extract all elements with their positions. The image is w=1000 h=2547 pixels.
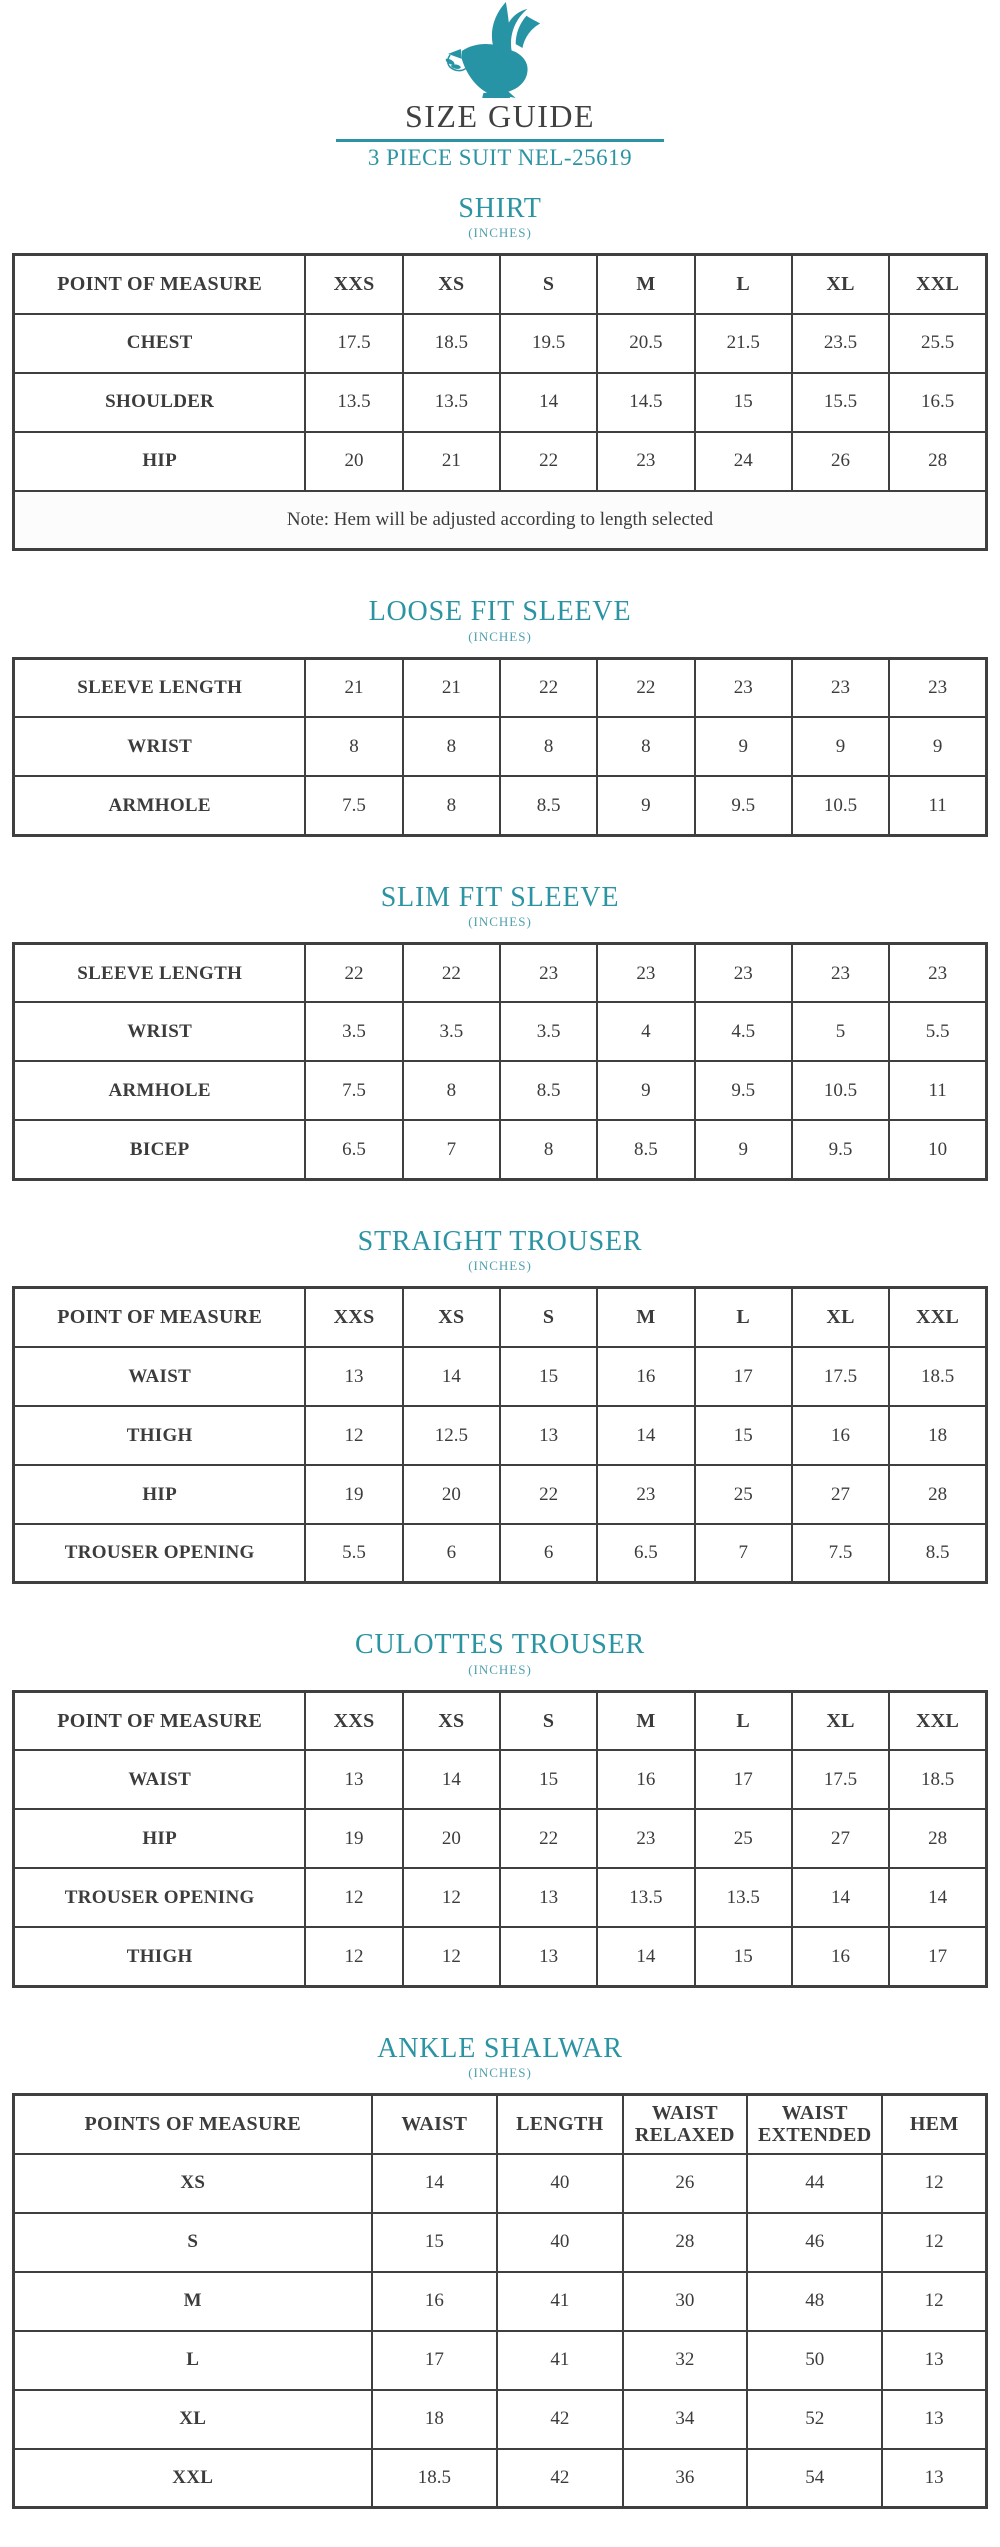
measurement-value: 13.5	[305, 373, 402, 432]
table-row	[14, 1465, 987, 1524]
measurement-value: 13	[500, 1868, 597, 1927]
row-label: S	[14, 2213, 372, 2272]
row-label: M	[14, 2272, 372, 2331]
measurement-value: 48	[747, 2272, 882, 2331]
measurement-value: 44	[747, 2154, 882, 2213]
measurement-value: 7.5	[792, 1524, 889, 1583]
measurement-value: 14	[792, 1868, 889, 1927]
measurement-value: 16	[792, 1406, 889, 1465]
size-column-header: L	[695, 1288, 792, 1347]
row-label: XS	[14, 2154, 372, 2213]
measurement-value: 6	[403, 1524, 500, 1583]
measurement-value: 26	[792, 432, 889, 491]
ankle-shalwar-body	[14, 2154, 987, 2508]
size-column-header: L	[695, 1691, 792, 1750]
measurement-value: 28	[889, 1465, 986, 1524]
size-column-header: WAIST	[372, 2095, 498, 2154]
measurement-value: 23	[597, 432, 694, 491]
measurement-value: 21	[305, 658, 402, 717]
size-column-header: M	[597, 255, 694, 314]
measurement-value: 10.5	[792, 1061, 889, 1120]
table-row	[14, 658, 987, 717]
measurement-value: 22	[305, 943, 402, 1002]
measurement-value: 16.5	[889, 373, 986, 432]
measurement-value: 6.5	[305, 1120, 402, 1179]
measurement-value: 23	[889, 943, 986, 1002]
slim-fit-sleeve-body	[14, 943, 987, 1179]
measurement-value: 40	[497, 2213, 623, 2272]
measurement-value: 46	[747, 2213, 882, 2272]
size-column-header: XS	[403, 255, 500, 314]
measurement-value: 20	[403, 1465, 500, 1524]
row-label: HIP	[14, 1809, 306, 1868]
measurement-value: 28	[623, 2213, 748, 2272]
measurement-value: 7	[403, 1120, 500, 1179]
section-units-shirt: (INCHES)	[468, 225, 532, 241]
measurement-value: 9	[695, 1120, 792, 1179]
measurement-value: 14.5	[597, 373, 694, 432]
measurement-value: 9.5	[695, 776, 792, 835]
size-column-header: XL	[792, 255, 889, 314]
measurement-value: 8	[305, 717, 402, 776]
table-row	[14, 314, 987, 373]
measurement-value: 18.5	[403, 314, 500, 373]
measurement-value: 23	[500, 943, 597, 1002]
measurement-value: 12	[403, 1868, 500, 1927]
measurement-value: 23	[695, 658, 792, 717]
shirt-body	[14, 314, 987, 550]
measurement-value: 8	[403, 776, 500, 835]
measurement-value: 3.5	[500, 1002, 597, 1061]
measurement-value: 4	[597, 1002, 694, 1061]
size-column-header: S	[500, 1691, 597, 1750]
size-column-header: XS	[403, 1288, 500, 1347]
row-label: SHOULDER	[14, 373, 306, 432]
row-label: WAIST	[14, 1347, 306, 1406]
measurement-value: 13	[882, 2390, 986, 2449]
row-label: HIP	[14, 1465, 306, 1524]
size-column-header: XL	[792, 1288, 889, 1347]
size-column-header: M	[597, 1691, 694, 1750]
row-label: ARMHOLE	[14, 1061, 306, 1120]
section-units-ankle-shalwar: (INCHES)	[468, 2065, 532, 2081]
measurement-value: 17	[695, 1750, 792, 1809]
measurement-value: 5.5	[889, 1002, 986, 1061]
measurement-value: 8	[500, 717, 597, 776]
measurement-value: 13	[305, 1750, 402, 1809]
size-column-header: S	[500, 1288, 597, 1347]
measurement-value: 27	[792, 1465, 889, 1524]
measurement-value: 9	[695, 717, 792, 776]
straight-trouser-table	[12, 1286, 988, 1584]
measurement-value: 18.5	[889, 1750, 986, 1809]
measurement-value: 12	[882, 2213, 986, 2272]
measurement-value: 22	[500, 1465, 597, 1524]
measurement-value: 34	[623, 2390, 748, 2449]
measurement-value: 15	[695, 1927, 792, 1986]
size-column-header: L	[695, 255, 792, 314]
measurement-value: 21.5	[695, 314, 792, 373]
measurement-value: 8	[403, 717, 500, 776]
row-label: THIGH	[14, 1927, 306, 1986]
table-row	[14, 2390, 987, 2449]
row-label: WRIST	[14, 1002, 306, 1061]
header-row	[14, 1691, 987, 1750]
measurement-value: 20	[403, 1809, 500, 1868]
section-title-shirt: SHIRT	[458, 192, 542, 224]
measurement-value: 11	[889, 776, 986, 835]
row-label: L	[14, 2331, 372, 2390]
measurement-value: 25	[695, 1809, 792, 1868]
table-row	[14, 1524, 987, 1583]
measurement-value: 23	[792, 658, 889, 717]
measurement-value: 15	[695, 373, 792, 432]
slim-fit-sleeve-table	[12, 942, 988, 1181]
size-column-header: XS	[403, 1691, 500, 1750]
measurement-value: 18	[889, 1406, 986, 1465]
size-column-header: LENGTH	[497, 2095, 623, 2154]
measurement-value: 14	[500, 373, 597, 432]
measurement-value: 14	[403, 1347, 500, 1406]
measurement-value: 8.5	[500, 1061, 597, 1120]
table-row	[14, 1750, 987, 1809]
measurement-value: 6	[500, 1524, 597, 1583]
table-row	[14, 2272, 987, 2331]
size-column-header: S	[500, 255, 597, 314]
note-row	[14, 491, 987, 550]
measure-column-header: POINTS OF MEASURE	[14, 2095, 372, 2154]
section-units-slim-fit-sleeve: (INCHES)	[468, 913, 532, 929]
size-column-header: HEM	[882, 2095, 986, 2154]
culottes-trouser-header	[14, 1691, 987, 1750]
size-tables-container	[12, 194, 988, 2509]
measurement-value: 8.5	[500, 776, 597, 835]
measurement-value: 17.5	[792, 1347, 889, 1406]
table-row	[14, 373, 987, 432]
measurement-value: 52	[747, 2390, 882, 2449]
measurement-value: 42	[497, 2390, 623, 2449]
row-label: BICEP	[14, 1120, 306, 1179]
measurement-value: 13.5	[597, 1868, 694, 1927]
section-straight-trouser	[12, 1227, 988, 1584]
size-column-header: XL	[792, 1691, 889, 1750]
measurement-value: 17.5	[792, 1750, 889, 1809]
measurement-value: 14	[597, 1406, 694, 1465]
measurement-value: 14	[597, 1927, 694, 1986]
measurement-value: 16	[792, 1927, 889, 1986]
measurement-value: 14	[403, 1750, 500, 1809]
measurement-value: 9	[597, 776, 694, 835]
measurement-value: 23	[695, 943, 792, 1002]
measurement-value: 8.5	[597, 1120, 694, 1179]
shirt-header	[14, 255, 987, 314]
measurement-value: 9	[889, 717, 986, 776]
size-column-header: XXS	[305, 255, 402, 314]
measurement-value: 23	[597, 1465, 694, 1524]
section-slim-fit-sleeve	[12, 883, 988, 1181]
measurement-value: 21	[403, 432, 500, 491]
measurement-value: 12	[305, 1927, 402, 1986]
measurement-value: 7.5	[305, 776, 402, 835]
section-title-culottes-trouser: CULOTTES TROUSER	[355, 1629, 645, 1661]
table-row	[14, 2213, 987, 2272]
measurement-value: 9	[597, 1061, 694, 1120]
measurement-value: 16	[372, 2272, 498, 2331]
measurement-value: 42	[497, 2449, 623, 2508]
measurement-value: 13	[305, 1347, 402, 1406]
loose-fit-sleeve-body	[14, 658, 987, 835]
measurement-value: 12	[882, 2272, 986, 2331]
row-label: XXL	[14, 2449, 372, 2508]
dove-logo-icon	[441, 2, 559, 98]
brand-logo	[12, 2, 988, 100]
measurement-value: 27	[792, 1809, 889, 1868]
measurement-value: 40	[497, 2154, 623, 2213]
size-column-header: XXL	[889, 1288, 986, 1347]
measurement-value: 3.5	[305, 1002, 402, 1061]
measurement-value: 15	[500, 1750, 597, 1809]
page-subtitle: 3 PIECE SUIT NEL-25619	[367, 144, 633, 170]
measurement-value: 13	[882, 2449, 986, 2508]
measurement-value: 28	[889, 432, 986, 491]
section-ankle-shalwar	[12, 2034, 988, 2509]
section-culottes-trouser	[12, 1630, 988, 1987]
measurement-value: 22	[597, 658, 694, 717]
measurement-value: 17	[372, 2331, 498, 2390]
table-row	[14, 2449, 987, 2508]
measurement-value: 6.5	[597, 1524, 694, 1583]
section-title-slim-fit-sleeve: SLIM FIT SLEEVE	[380, 881, 620, 913]
table-row	[14, 2154, 987, 2213]
row-label: TROUSER OPENING	[14, 1868, 306, 1927]
row-label: CHEST	[14, 314, 306, 373]
table-row	[14, 1002, 987, 1061]
table-row	[14, 1406, 987, 1465]
measurement-value: 12.5	[403, 1406, 500, 1465]
measurement-value: 20.5	[597, 314, 694, 373]
size-guide-page	[12, 0, 988, 2523]
table-row	[14, 1927, 987, 1986]
measurement-value: 26	[623, 2154, 748, 2213]
title-divider	[336, 139, 664, 142]
measurement-value: 3.5	[403, 1002, 500, 1061]
measurement-value: 14	[889, 1868, 986, 1927]
table-row	[14, 1347, 987, 1406]
section-units-loose-fit-sleeve: (INCHES)	[468, 628, 532, 644]
measurement-value: 8	[500, 1120, 597, 1179]
table-row	[14, 432, 987, 491]
row-label: HIP	[14, 432, 306, 491]
measurement-value: 18.5	[372, 2449, 498, 2508]
measurement-value: 23	[597, 943, 694, 1002]
measurement-value: 11	[889, 1061, 986, 1120]
row-label: SLEEVE LENGTH	[14, 943, 306, 1002]
measurement-value: 30	[623, 2272, 748, 2331]
size-column-header: WAIST RELAXED	[623, 2095, 748, 2154]
measurement-value: 23	[597, 1809, 694, 1868]
row-label: SLEEVE LENGTH	[14, 658, 306, 717]
header-row	[14, 2095, 987, 2154]
measurement-value: 7	[695, 1524, 792, 1583]
measurement-value: 22	[500, 1809, 597, 1868]
page-title: SIZE GUIDE	[404, 98, 596, 134]
straight-trouser-header	[14, 1288, 987, 1347]
measurement-value: 13.5	[403, 373, 500, 432]
measurement-value: 12	[403, 1927, 500, 1986]
size-column-header: XXS	[305, 1691, 402, 1750]
measurement-value: 8.5	[889, 1524, 986, 1583]
table-row	[14, 776, 987, 835]
measurement-value: 22	[500, 658, 597, 717]
straight-trouser-body	[14, 1347, 987, 1583]
measurement-value: 13	[500, 1927, 597, 1986]
measurement-value: 12	[305, 1868, 402, 1927]
measurement-value: 18.5	[889, 1347, 986, 1406]
measurement-value: 17.5	[305, 314, 402, 373]
row-label: XL	[14, 2390, 372, 2449]
section-units-culottes-trouser: (INCHES)	[468, 1661, 532, 1677]
measurement-value: 21	[403, 658, 500, 717]
measurement-value: 23.5	[792, 314, 889, 373]
measurement-value: 12	[882, 2154, 986, 2213]
measurement-value: 9.5	[792, 1120, 889, 1179]
measurement-value: 8	[597, 717, 694, 776]
measurement-value: 20	[305, 432, 402, 491]
measurement-value: 13	[500, 1406, 597, 1465]
measurement-value: 24	[695, 432, 792, 491]
measurement-value: 36	[623, 2449, 748, 2508]
measurement-value: 4.5	[695, 1002, 792, 1061]
measurement-value: 54	[747, 2449, 882, 2508]
measure-column-header: POINT OF MEASURE	[14, 255, 306, 314]
measurement-value: 23	[792, 943, 889, 1002]
measurement-value: 7.5	[305, 1061, 402, 1120]
ankle-shalwar-table	[12, 2093, 988, 2509]
table-row	[14, 1120, 987, 1179]
measurement-value: 13	[882, 2331, 986, 2390]
measurement-value: 41	[497, 2272, 623, 2331]
measurement-value: 25	[695, 1465, 792, 1524]
row-label: WAIST	[14, 1750, 306, 1809]
row-label: ARMHOLE	[14, 776, 306, 835]
table-row	[14, 717, 987, 776]
table-row	[14, 1061, 987, 1120]
section-title-straight-trouser: STRAIGHT TROUSER	[357, 1225, 643, 1257]
measurement-value: 10	[889, 1120, 986, 1179]
size-column-header: XXS	[305, 1288, 402, 1347]
culottes-trouser-body	[14, 1750, 987, 1986]
header-row	[14, 255, 987, 314]
measurement-value: 32	[623, 2331, 748, 2390]
section-shirt	[12, 194, 988, 551]
row-label: TROUSER OPENING	[14, 1524, 306, 1583]
measure-column-header: POINT OF MEASURE	[14, 1288, 306, 1347]
culottes-trouser-table	[12, 1690, 988, 1988]
section-title-ankle-shalwar: ANKLE SHALWAR	[377, 2032, 623, 2064]
measurement-value: 25.5	[889, 314, 986, 373]
table-row	[14, 1809, 987, 1868]
shirt-table	[12, 253, 988, 551]
measurement-value: 23	[889, 658, 986, 717]
measurement-value: 13.5	[695, 1868, 792, 1927]
measurement-value: 19	[305, 1809, 402, 1868]
section-title-loose-fit-sleeve: LOOSE FIT SLEEVE	[368, 596, 632, 628]
size-column-header: WAIST EXTENDED	[747, 2095, 882, 2154]
header-row	[14, 1288, 987, 1347]
measurement-value: 17	[889, 1927, 986, 1986]
measurement-value: 18	[372, 2390, 498, 2449]
size-column-header: XXL	[889, 1691, 986, 1750]
page-header	[12, 2, 988, 170]
table-row	[14, 2331, 987, 2390]
measurement-value: 9	[792, 717, 889, 776]
measurement-value: 15.5	[792, 373, 889, 432]
size-column-header: XXL	[889, 255, 986, 314]
measurement-value: 50	[747, 2331, 882, 2390]
measurement-value: 16	[597, 1347, 694, 1406]
table-note: Note: Hem will be adjusted according to length selected	[14, 491, 987, 550]
measurement-value: 22	[500, 432, 597, 491]
size-column-header: M	[597, 1288, 694, 1347]
measurement-value: 15	[695, 1406, 792, 1465]
measurement-value: 12	[305, 1406, 402, 1465]
row-label: WRIST	[14, 717, 306, 776]
measurement-value: 41	[497, 2331, 623, 2390]
table-row	[14, 1868, 987, 1927]
row-label: THIGH	[14, 1406, 306, 1465]
measurement-value: 14	[372, 2154, 498, 2213]
measurement-value: 10.5	[792, 776, 889, 835]
measurement-value: 19.5	[500, 314, 597, 373]
measurement-value: 28	[889, 1809, 986, 1868]
measurement-value: 5	[792, 1002, 889, 1061]
measurement-value: 16	[597, 1750, 694, 1809]
measurement-value: 9.5	[695, 1061, 792, 1120]
measurement-value: 15	[500, 1347, 597, 1406]
measurement-value: 5.5	[305, 1524, 402, 1583]
measurement-value: 19	[305, 1465, 402, 1524]
measurement-value: 15	[372, 2213, 498, 2272]
ankle-shalwar-header	[14, 2095, 987, 2154]
measure-column-header: POINT OF MEASURE	[14, 1691, 306, 1750]
loose-fit-sleeve-table	[12, 657, 988, 837]
table-row	[14, 943, 987, 1002]
measurement-value: 22	[403, 943, 500, 1002]
measurement-value: 17	[695, 1347, 792, 1406]
section-loose-fit-sleeve	[12, 597, 988, 836]
section-units-straight-trouser: (INCHES)	[468, 1258, 532, 1274]
measurement-value: 8	[403, 1061, 500, 1120]
